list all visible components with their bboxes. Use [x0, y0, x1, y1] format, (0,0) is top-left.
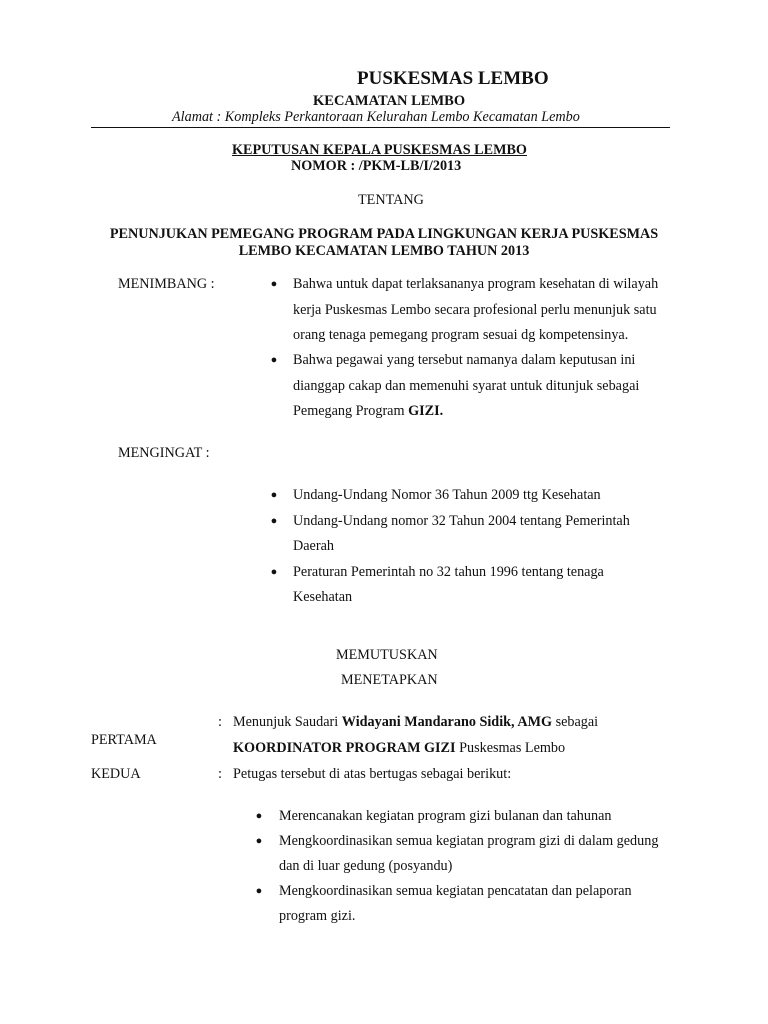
decree-title: KEPUTUSAN KEPALA PUSKESMAS LEMBO — [232, 142, 527, 158]
org-name: PUSKESMAS LEMBO — [357, 68, 549, 89]
menimbang-b2-line2: dianggap cakap dan memenuhi syarat untuk ditunjuk sebagai — [293, 378, 640, 394]
bullet-icon: ● — [255, 835, 263, 847]
menimbang-label: MENIMBANG : — [118, 276, 215, 292]
menimbang-b2-line3 — [293, 403, 443, 420]
pertama-role-suffix: Puskesmas Lembo — [455, 740, 566, 756]
menetapkan-heading: MENETAPKAN — [341, 672, 438, 688]
menimbang-b1-line1: Bahwa untuk dapat terlaksananya program kesehatan di wilayah — [293, 276, 659, 292]
kedua-colon: : — [218, 766, 222, 782]
kedua-task-1: Merencanakan kegiatan program gizi bulanan dan tahunan — [279, 808, 612, 824]
bullet-icon: ● — [255, 810, 263, 822]
pertama-prefix: Menunjuk Saudari — [233, 714, 342, 730]
mengingat-item-3-line2: Kesehatan — [293, 589, 353, 605]
kedua-label: KEDUA — [91, 766, 141, 782]
header-rule — [91, 127, 670, 128]
mengingat-item-2-line2: Daerah — [293, 538, 334, 554]
kedua-task-3-line2: program gizi. — [279, 908, 356, 924]
program-name-gizi: GIZI. — [408, 403, 444, 419]
appointee-role: KOORDINATOR PROGRAM GIZI — [233, 740, 456, 756]
decree-number: NOMOR : /PKM-LB/I/2013 — [291, 158, 462, 174]
kedua-task-2-line2: dan di luar gedung (posyandu) — [279, 858, 453, 874]
pertama-colon: : — [218, 714, 222, 730]
pertama-line1 — [233, 714, 598, 731]
kedua-text: Petugas tersebut di atas bertugas sebagai berikut: — [233, 766, 512, 782]
bullet-icon: ● — [270, 354, 278, 366]
mengingat-item-1: Undang-Undang Nomor 36 Tahun 2009 ttg Kesehatan — [293, 487, 601, 503]
appointee-name: Widayani Mandarano Sidik, AMG — [341, 714, 553, 730]
memutuskan-heading: MEMUTUSKAN — [336, 647, 438, 663]
bullet-icon: ● — [270, 515, 278, 527]
pertama-suffix: sebagai — [552, 714, 599, 730]
menimbang-b2-prefix: Pemegang Program — [293, 403, 409, 419]
menimbang-b1-line3: orang tenaga pemegang program sesuai dg kompetensinya. — [293, 327, 629, 343]
pertama-line2 — [233, 740, 565, 757]
address: Alamat : Kompleks Perkantoraan Kelurahan Lembo Kecamatan Lembo — [172, 109, 580, 125]
bullet-icon: ● — [270, 278, 278, 290]
decree-subject-line-2: LEMBO KECAMATAN LEMBO TAHUN 2013 — [238, 243, 530, 259]
bullet-icon: ● — [270, 566, 278, 578]
district-name: KECAMATAN LEMBO — [313, 93, 466, 109]
bullet-icon: ● — [270, 489, 278, 501]
kedua-task-3-line1: Mengkoordinasikan semua kegiatan pencatatan dan pelaporan — [279, 883, 632, 899]
decree-about: TENTANG — [358, 192, 424, 208]
mengingat-label: MENGINGAT : — [118, 445, 210, 461]
kedua-task-2-line1: Mengkoordinasikan semua kegiatan program gizi di dalam gedung — [279, 833, 659, 849]
decree-subject-line-1: PENUNJUKAN PEMEGANG PROGRAM PADA LINGKUNGAN KERJA PUSKESMAS — [109, 226, 659, 242]
pertama-label: PERTAMA — [91, 732, 157, 748]
mengingat-item-2-line1: Undang-Undang nomor 32 Tahun 2004 tentang Pemerintah — [293, 513, 630, 529]
mengingat-item-3-line1: Peraturan Pemerintah no 32 tahun 1996 tentang tenaga — [293, 564, 604, 580]
menimbang-b1-line2: kerja Puskesmas Lembo secara profesional perlu menunjuk satu — [293, 302, 657, 318]
bullet-icon: ● — [255, 885, 263, 897]
menimbang-b2-line1: Bahwa pegawai yang tersebut namanya dalam keputusan ini — [293, 352, 636, 368]
